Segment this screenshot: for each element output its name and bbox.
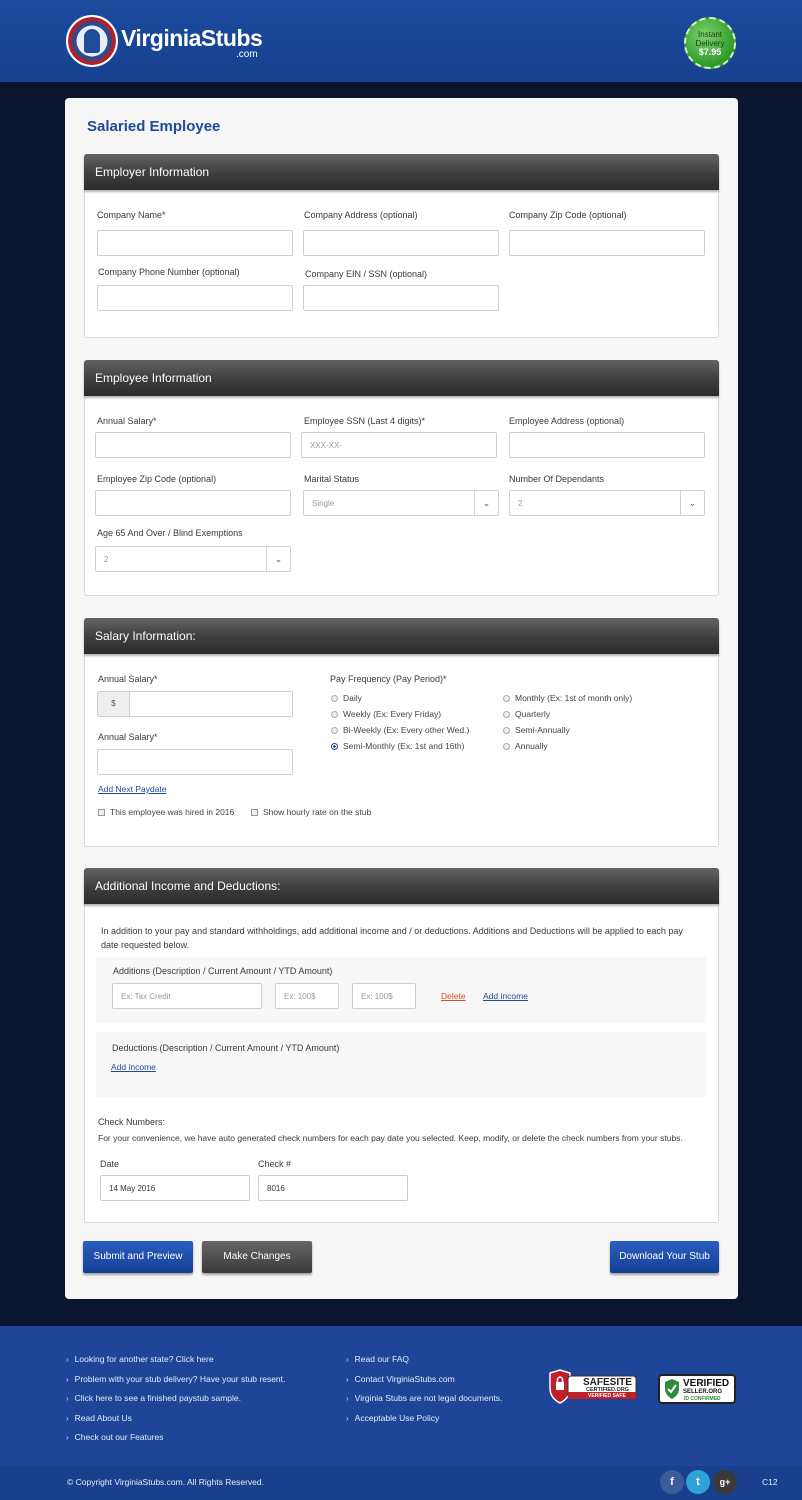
checkbox-icon [98,809,105,816]
verified-tag: ID CONFIRMED [684,1396,721,1402]
check-numbers-title: Check Numbers: [98,1117,166,1127]
virginia-seal-logo[interactable] [66,15,118,67]
verified-title: VERIFIED [683,1378,730,1389]
chevron-right-icon: › [346,1394,349,1403]
pay-frequency-label: Pay Frequency (Pay Period)* [330,674,447,684]
safesite-tag: VERIFIED SAFE [588,1393,626,1399]
radio-semimonthly[interactable] [331,741,464,751]
check-number-label: Check # [258,1159,292,1169]
radio-icon [503,695,510,702]
footer-link[interactable] [346,1393,502,1413]
logo-text[interactable]: VirginiaStubs [121,25,263,51]
add-next-paydate-link[interactable]: Add Next Paydate [98,784,167,794]
footer-link[interactable] [66,1432,285,1452]
date-label: Date [100,1159,120,1169]
radio-monthly[interactable] [503,693,632,703]
badge-line2: Delivery [695,39,725,48]
radio-quarterly[interactable] [503,709,550,719]
submit-preview-button[interactable]: Submit and Preview [83,1241,193,1273]
dependants-select[interactable] [509,490,705,516]
company-zip-label: Company Zip Code (optional) [509,210,627,220]
footer-link[interactable] [66,1374,285,1394]
footer-bottom-bar [0,1466,802,1500]
footer-link-text: Read our FAQ [354,1354,410,1364]
employee-heading: Employee Information [84,360,719,396]
chevron-down-icon: ⌄ [266,547,290,571]
radio-quarterly-label: Quarterly [515,709,550,719]
add-income-link[interactable]: Add income [483,991,528,1001]
footer-link[interactable] [66,1413,285,1433]
company-ein-label: Company EIN / SSN (optional) [305,269,428,279]
salary-annual-label: Annual Salary* [98,674,158,684]
company-name-label: Company Name* [97,210,166,220]
employee-zip-label: Employee Zip Code (optional) [97,474,217,484]
deductions-box [96,1032,706,1098]
badge-price: $7.95 [698,47,722,57]
employee-panel [84,360,719,596]
marital-status-label: Marital Status [304,474,360,484]
footer-link-text: Click here to see a finished paystub sample. [74,1393,241,1403]
chevron-right-icon: › [66,1413,69,1423]
employer-panel [84,154,719,338]
logo-suffix: .com [236,49,258,60]
age-exemptions-value: 2 [104,555,109,564]
radio-icon [331,695,338,702]
radio-biweekly-label: Bi-Weekly (Ex: Every other Wed.) [343,725,470,735]
age-exemptions-label: Age 65 And Over / Blind Exemptions [97,528,243,538]
radio-icon [331,711,338,718]
addition-description-input[interactable]: Ex: Tax Credit [112,983,262,1009]
additional-heading: Additional Income and Deductions: [84,868,719,904]
footer-link-text: Problem with your stub delivery? Have your stub resent. [74,1373,286,1384]
footer-link-text: Looking for another state? Click here [74,1354,214,1364]
annual-salary-input[interactable] [95,432,291,458]
additional-intro: In addition to your pay and standard withholdings, add additional income and / or deductions. Additions and Deductions will be applied to each pay date requested below. [101,926,683,950]
company-phone-label: Company Phone Number (optional) [98,267,240,277]
radio-daily-label: Daily [343,693,362,703]
salary-annual-label-2: Annual Salary* [98,732,158,742]
footer-links-col2 [346,1354,502,1432]
marital-status-value: Single [312,499,335,508]
download-stub-button[interactable]: Download Your Stub [610,1241,719,1273]
radio-icon [503,711,510,718]
footer-link-text: Virginia Stubs are not legal documents. [354,1393,503,1403]
radio-semiannually-label: Semi-Annually [515,725,570,735]
additions-box [96,957,706,1023]
add-deduction-link[interactable]: Add income [111,1062,156,1072]
make-changes-button[interactable]: Make Changes [202,1241,312,1273]
badge-line1: Instant [697,30,722,39]
form-card [65,98,738,1299]
company-zip-input[interactable] [509,230,705,256]
footer-link[interactable] [346,1374,502,1394]
employer-heading: Employer Information [84,154,719,190]
check-numbers-desc: For your convenience, we have auto generated check numbers for each pay date you selected. Keep, modify, or delete the check numbers from your stubs. [98,1133,683,1143]
delete-addition-link[interactable]: Delete [441,991,466,1001]
radio-weekly[interactable] [331,709,441,719]
checkbox-icon [251,809,258,816]
footer-link-text: Read About Us [74,1412,132,1423]
salary-annual-input[interactable] [97,691,293,717]
company-name-input[interactable] [97,230,293,256]
age-exemptions-select[interactable] [95,546,291,572]
radio-annually[interactable] [503,741,548,751]
currency-prefix: $ [98,692,130,716]
footer-link[interactable] [346,1354,502,1374]
site-footer [0,1326,802,1466]
google-plus-icon[interactable]: g+ [713,1470,737,1494]
salary-heading: Salary Information: [84,618,719,654]
instant-delivery-badge [684,17,736,69]
employee-zip-input[interactable] [95,490,291,516]
radio-annually-label: Annually [515,741,548,751]
radio-biweekly[interactable] [331,725,469,735]
company-address-label: Company Address (optional) [304,210,418,220]
chevron-right-icon: › [346,1355,349,1364]
chevron-down-icon: ⌄ [474,491,498,515]
radio-weekly-label: Weekly (Ex: Every Friday) [343,709,442,719]
company-ein-input[interactable] [303,285,499,311]
radio-icon [503,743,510,750]
footer-link-text: Acceptable Use Policy [354,1412,440,1423]
employee-address-input[interactable] [509,432,705,458]
company-address-input[interactable] [303,230,499,256]
company-phone-input[interactable] [97,285,293,311]
radio-semiannually[interactable] [503,725,570,735]
radio-semimonthly-label: Semi-Monthly (Ex: 1st and 16th) [343,741,465,751]
addition-ytd-input[interactable]: Ex: 100$ [352,983,416,1009]
chevron-right-icon: › [66,1355,69,1364]
chevron-down-icon: ⌄ [680,491,704,515]
verified-seller-badge[interactable] [658,1374,736,1404]
check-number-input[interactable]: 8016 [258,1175,408,1201]
footer-code: C12 [762,1477,778,1487]
site-header [0,0,802,82]
radio-daily[interactable] [331,693,362,703]
footer-link[interactable] [66,1393,285,1413]
copyright-text: © Copyright VirginiaStubs.com. All Rights Reserved. [67,1477,264,1487]
footer-link-text: Check out our Features [74,1432,164,1442]
addition-amount-input[interactable]: Ex: 100$ [275,983,339,1009]
radio-selected-icon [331,743,338,750]
annual-salary-label: Annual Salary* [97,416,157,426]
page-title: Salaried Employee [87,118,221,135]
employee-ssn-label: Employee SSN (Last 4 digits)* [304,416,426,426]
footer-link[interactable] [66,1354,285,1374]
marital-status-select[interactable] [303,490,499,516]
chevron-right-icon: › [346,1374,349,1384]
chevron-right-icon: › [66,1374,69,1384]
safesite-title: SAFESITE [583,1377,632,1388]
employee-ssn-input[interactable]: XXX-XX- [301,432,497,458]
hired-2016-checkbox[interactable] [98,807,234,817]
footer-link[interactable] [346,1413,502,1433]
hourly-rate-checkbox[interactable] [251,807,371,817]
safesite-badge[interactable] [548,1368,638,1406]
safesite-sub: CERTIFIED.ORG [586,1387,630,1393]
salary-panel [84,618,719,847]
dependants-label: Number Of Dependants [509,474,605,484]
verified-sub: SELLER.ORG [683,1389,723,1395]
footer-link-text: Contact VirginiaStubs.com [354,1373,455,1384]
employee-address-label: Employee Address (optional) [509,416,625,426]
hourly-rate-label: Show hourly rate on the stub [263,807,372,817]
chevron-right-icon: › [66,1433,69,1442]
salary-annual-input-2[interactable] [97,749,293,775]
chevron-right-icon: › [66,1394,69,1403]
hired-2016-label: This employee was hired in 2016 [110,807,235,817]
additional-panel [84,868,719,1223]
deductions-label: Deductions (Description / Current Amount / YTD Amount) [112,1043,340,1053]
facebook-icon[interactable]: f [660,1470,684,1494]
radio-icon [503,727,510,734]
chevron-right-icon: › [346,1413,349,1423]
date-input[interactable]: 14 May 2016 [100,1175,250,1201]
radio-monthly-label: Monthly (Ex: 1st of month only) [515,693,633,703]
footer-links-col1 [66,1354,285,1452]
radio-icon [331,727,338,734]
dependants-value: 2 [518,499,523,508]
twitter-icon[interactable]: t [686,1470,710,1494]
additions-label: Additions (Description / Current Amount / YTD Amount) [113,966,333,976]
